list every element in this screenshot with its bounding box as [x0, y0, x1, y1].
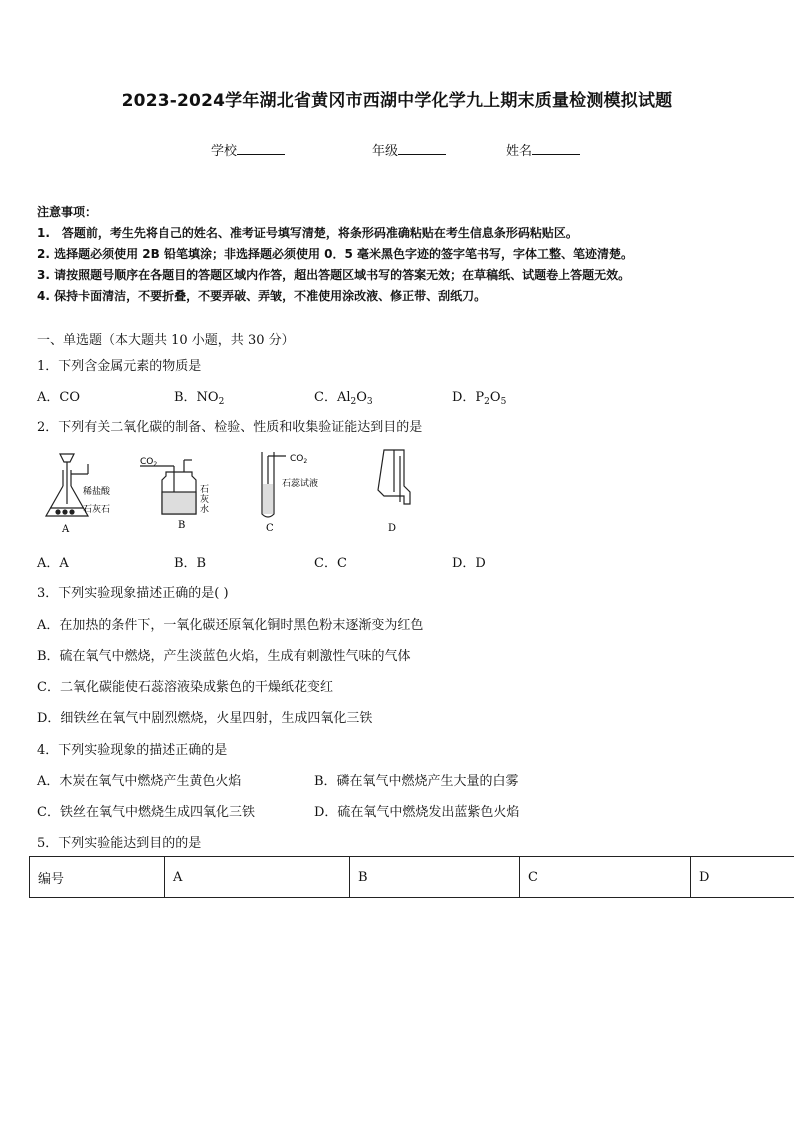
q2-option-d: D．D — [452, 556, 486, 571]
apparatus-d-icon — [378, 450, 410, 504]
q4-option-c: C．铁丝在氧气中燃烧生成四氧化三铁 — [37, 805, 255, 820]
table-header-a: A — [165, 857, 350, 898]
q4-option-b: B．磷在氧气中燃烧产生大量的白雾 — [314, 774, 519, 789]
notice-item-3: 3. 请按照题号顺序在各题目的答题区域内作答，超出答题区域书写的答案无效；在草稿纸、试题卷上答题无效。 — [37, 268, 631, 282]
table-header-d: D — [691, 857, 794, 898]
apparatus-d-letter: D — [388, 523, 397, 534]
grade-field — [372, 140, 446, 159]
q3-option-d: D．细铁丝在氧气中剧烈燃烧，火星四射，生成四氧化三铁 — [37, 711, 373, 726]
apparatus-a-acid-label: 稀盐酸 — [83, 487, 111, 497]
school-blank — [237, 142, 285, 155]
q2-stem: 2．下列有关二氧化碳的制备、检验、性质和收集验证能达到目的是 — [37, 420, 423, 435]
notice-heading: 注意事项： — [37, 205, 98, 219]
notice-item-4: 4. 保持卡面清洁，不要折叠，不要弄破、弄皱，不准使用涂改液、修正带、刮纸刀。 — [37, 289, 487, 303]
apparatus-b-water-2: 灰 — [200, 495, 210, 505]
q3-option-c: C．二氧化碳能使石蕊溶液染成紫色的干燥纸花变红 — [37, 680, 333, 695]
q1-option-b: B．$NO_2$ — [174, 390, 225, 407]
apparatus-a-icon — [46, 454, 88, 516]
apparatus-c-gas-label: $CO_2$ — [290, 454, 308, 465]
q1-stem: 1．下列含金属元素的物质是 — [37, 359, 202, 374]
apparatus-c-liquid-label: 石蕊试液 — [282, 479, 319, 489]
q4-option-d: D．硫在氧气中燃烧发出蓝紫色火焰 — [314, 805, 520, 820]
q4-stem: 4．下列实验现象的描述正确的是 — [37, 743, 228, 758]
name-label: 姓名 — [506, 144, 533, 159]
school-label: 学校 — [211, 144, 238, 159]
q2-option-b: B．B — [174, 556, 207, 571]
table-header-b: B — [350, 857, 520, 898]
section-heading: 一、单选题（本大题共 10 小题，共 30 分） — [37, 333, 295, 348]
table-row — [30, 857, 794, 898]
q2-apparatus-figure — [36, 446, 436, 538]
exam-title: 2023-2024学年湖北省黄冈市西湖中学化学九上期末质量检测模拟试题 — [121, 91, 673, 111]
table-header-c: C — [520, 857, 691, 898]
apparatus-b-letter: B — [178, 520, 186, 531]
q3-stem: 3．下列实验现象描述正确的是( ) — [37, 586, 229, 601]
apparatus-a-stone-label: 石灰石 — [83, 505, 111, 515]
q1-option-a: A．CO — [37, 390, 80, 405]
grade-label: 年级 — [372, 144, 399, 159]
q1-option-d: D．$P_2O_5$ — [452, 390, 507, 407]
q5-table — [29, 856, 794, 898]
q4-option-a: A．木炭在氧气中燃烧产生黄色火焰 — [37, 774, 242, 789]
apparatus-a-letter: A — [62, 524, 70, 535]
table-header-number: 编号 — [30, 857, 165, 898]
q3-option-a: A．在加热的条件下，一氧化碳还原氧化铜时黑色粉末逐渐变为红色 — [37, 618, 424, 633]
apparatus-b-water-1: 石 — [200, 485, 210, 495]
q5-stem: 5．下列实验能达到目的的是 — [37, 836, 202, 851]
grade-blank — [398, 142, 446, 155]
notice-item-1: 1. 答题前，考生先将自己的姓名、准考证号填写清楚，将条形码准确粘贴在考生信息条形码粘贴区。 — [37, 226, 578, 240]
name-blank — [532, 142, 580, 155]
q1-option-c: C．$Al_2O_3$ — [314, 390, 373, 407]
apparatus-b-water-3: 水 — [200, 505, 210, 515]
q2-option-c: C．C — [314, 556, 347, 571]
q3-option-b: B．硫在氧气中燃烧，产生淡蓝色火焰，生成有刺激性气味的气体 — [37, 649, 411, 664]
name-field — [506, 140, 580, 159]
q2-option-a: A．A — [37, 556, 69, 571]
apparatus-b-gas-label: $CO_2$ — [140, 457, 158, 468]
apparatus-c-letter: C — [266, 523, 274, 534]
apparatus-b-icon — [140, 460, 196, 514]
notice-item-2: 2. 选择题必须使用 2B 铅笔填涂；非选择题必须使用 0．5 毫米黑色字迹的签字笔书写，字体工整、笔迹清楚。 — [37, 247, 633, 261]
school-field — [211, 140, 285, 159]
